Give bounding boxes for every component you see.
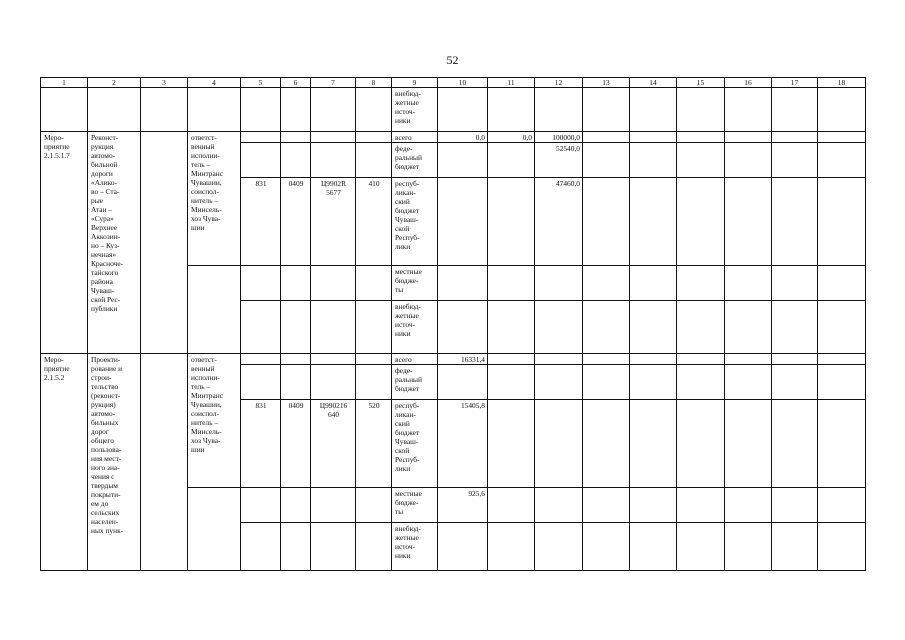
table-row [41, 132, 866, 143]
header-cell: 3 [141, 78, 188, 88]
value-col11: 0,0 [522, 133, 532, 142]
funding-source: внебюд- жетные источ- ники [395, 524, 421, 560]
header-cell: 11 [488, 78, 535, 88]
event-id: Меро- приятие 2.1.5.2 [44, 355, 70, 382]
grbs-code: 831 [255, 401, 267, 410]
header-cell: 17 [772, 78, 818, 88]
header-cell: 8 [356, 78, 392, 88]
funding-source: феде- ральный бюджет [395, 366, 422, 393]
budget-table [40, 77, 866, 571]
header-row [41, 78, 866, 88]
header-cell: 2 [88, 78, 141, 88]
funding-source: всего [395, 355, 412, 364]
header-cell: 5 [241, 78, 281, 88]
funding-source: внебюд- жетные источ- ники [395, 89, 421, 125]
executor: ответст- венный исполни- тель – Минтранс Чувашии, соиспол- нитель – Минсель- хоз Чува- шии [191, 133, 224, 232]
header-cell: 16 [725, 78, 772, 88]
funding-source: местные бюдже- ты [395, 267, 422, 294]
value-col10: 16331,4 [460, 355, 485, 364]
value-col12: 52540,0 [555, 144, 580, 153]
table-row [41, 354, 866, 365]
header-cell: 13 [583, 78, 630, 88]
vr-code: 520 [368, 401, 380, 410]
funding-source: феде- ральный бюджет [395, 144, 422, 171]
header-cell: 6 [281, 78, 311, 88]
page-number: 52 [446, 53, 459, 67]
event-name: Реконст- рукция автомо- бильной дороги «Алико- во – Ста- рые Атаи – «Сура» Верхнее Аккозин- но – Куз- нечная» Красноче- тайского района Чуваш- ской Рес- публики [91, 133, 124, 313]
header-cell: 10 [438, 78, 488, 88]
event-name: Проекти- рование и строи- тельство (реконст- рукция) автомо- бильных дорог общего пользова- ния мест- ного зна- чения с твердым покрыти- ем до сельских населен- ных пунк- [91, 355, 124, 535]
funding-source: внебюд- жетные источ- ники [395, 302, 421, 338]
table-row-continuation [41, 88, 866, 132]
value-col10: 15405,8 [460, 401, 485, 410]
header-cell: 1 [41, 78, 88, 88]
header-cell: 12 [535, 78, 583, 88]
value-col10: 0,0 [475, 133, 485, 142]
rzpr-code: 0409 [288, 179, 304, 188]
value-col12: 100000,0 [552, 133, 580, 142]
header-cell: 7 [311, 78, 356, 88]
header-cell: 14 [630, 78, 677, 88]
csr-code: Ц990216 640 [319, 401, 348, 419]
header-cell: 15 [677, 78, 725, 88]
rzpr-code: 0409 [288, 401, 304, 410]
header-cell: 18 [818, 78, 866, 88]
csr-code: Ц9902R 5677 [320, 179, 347, 197]
value-col12: 47460,0 [555, 179, 580, 188]
event-id: Меро- приятие 2.1.5.1.7 [44, 133, 70, 160]
value-col10: 925,6 [468, 489, 485, 498]
funding-source: местные бюдже- ты [395, 489, 422, 516]
executor: ответст- венный исполни- тель – Минтранс Чувашии, соиспол- нитель – Минсель- хоз Чува- шии [191, 355, 224, 454]
funding-source: респуб- ликан- ский бюджет Чуваш- ской Респуб- лики [395, 179, 420, 251]
header-cell: 4 [188, 78, 241, 88]
header-cell: 9 [392, 78, 438, 88]
funding-source: респуб- ликан- ский бюджет Чуваш- ской Респуб- лики [395, 401, 420, 473]
grbs-code: 831 [255, 179, 267, 188]
funding-source: всего [395, 133, 412, 142]
vr-code: 410 [368, 179, 380, 188]
